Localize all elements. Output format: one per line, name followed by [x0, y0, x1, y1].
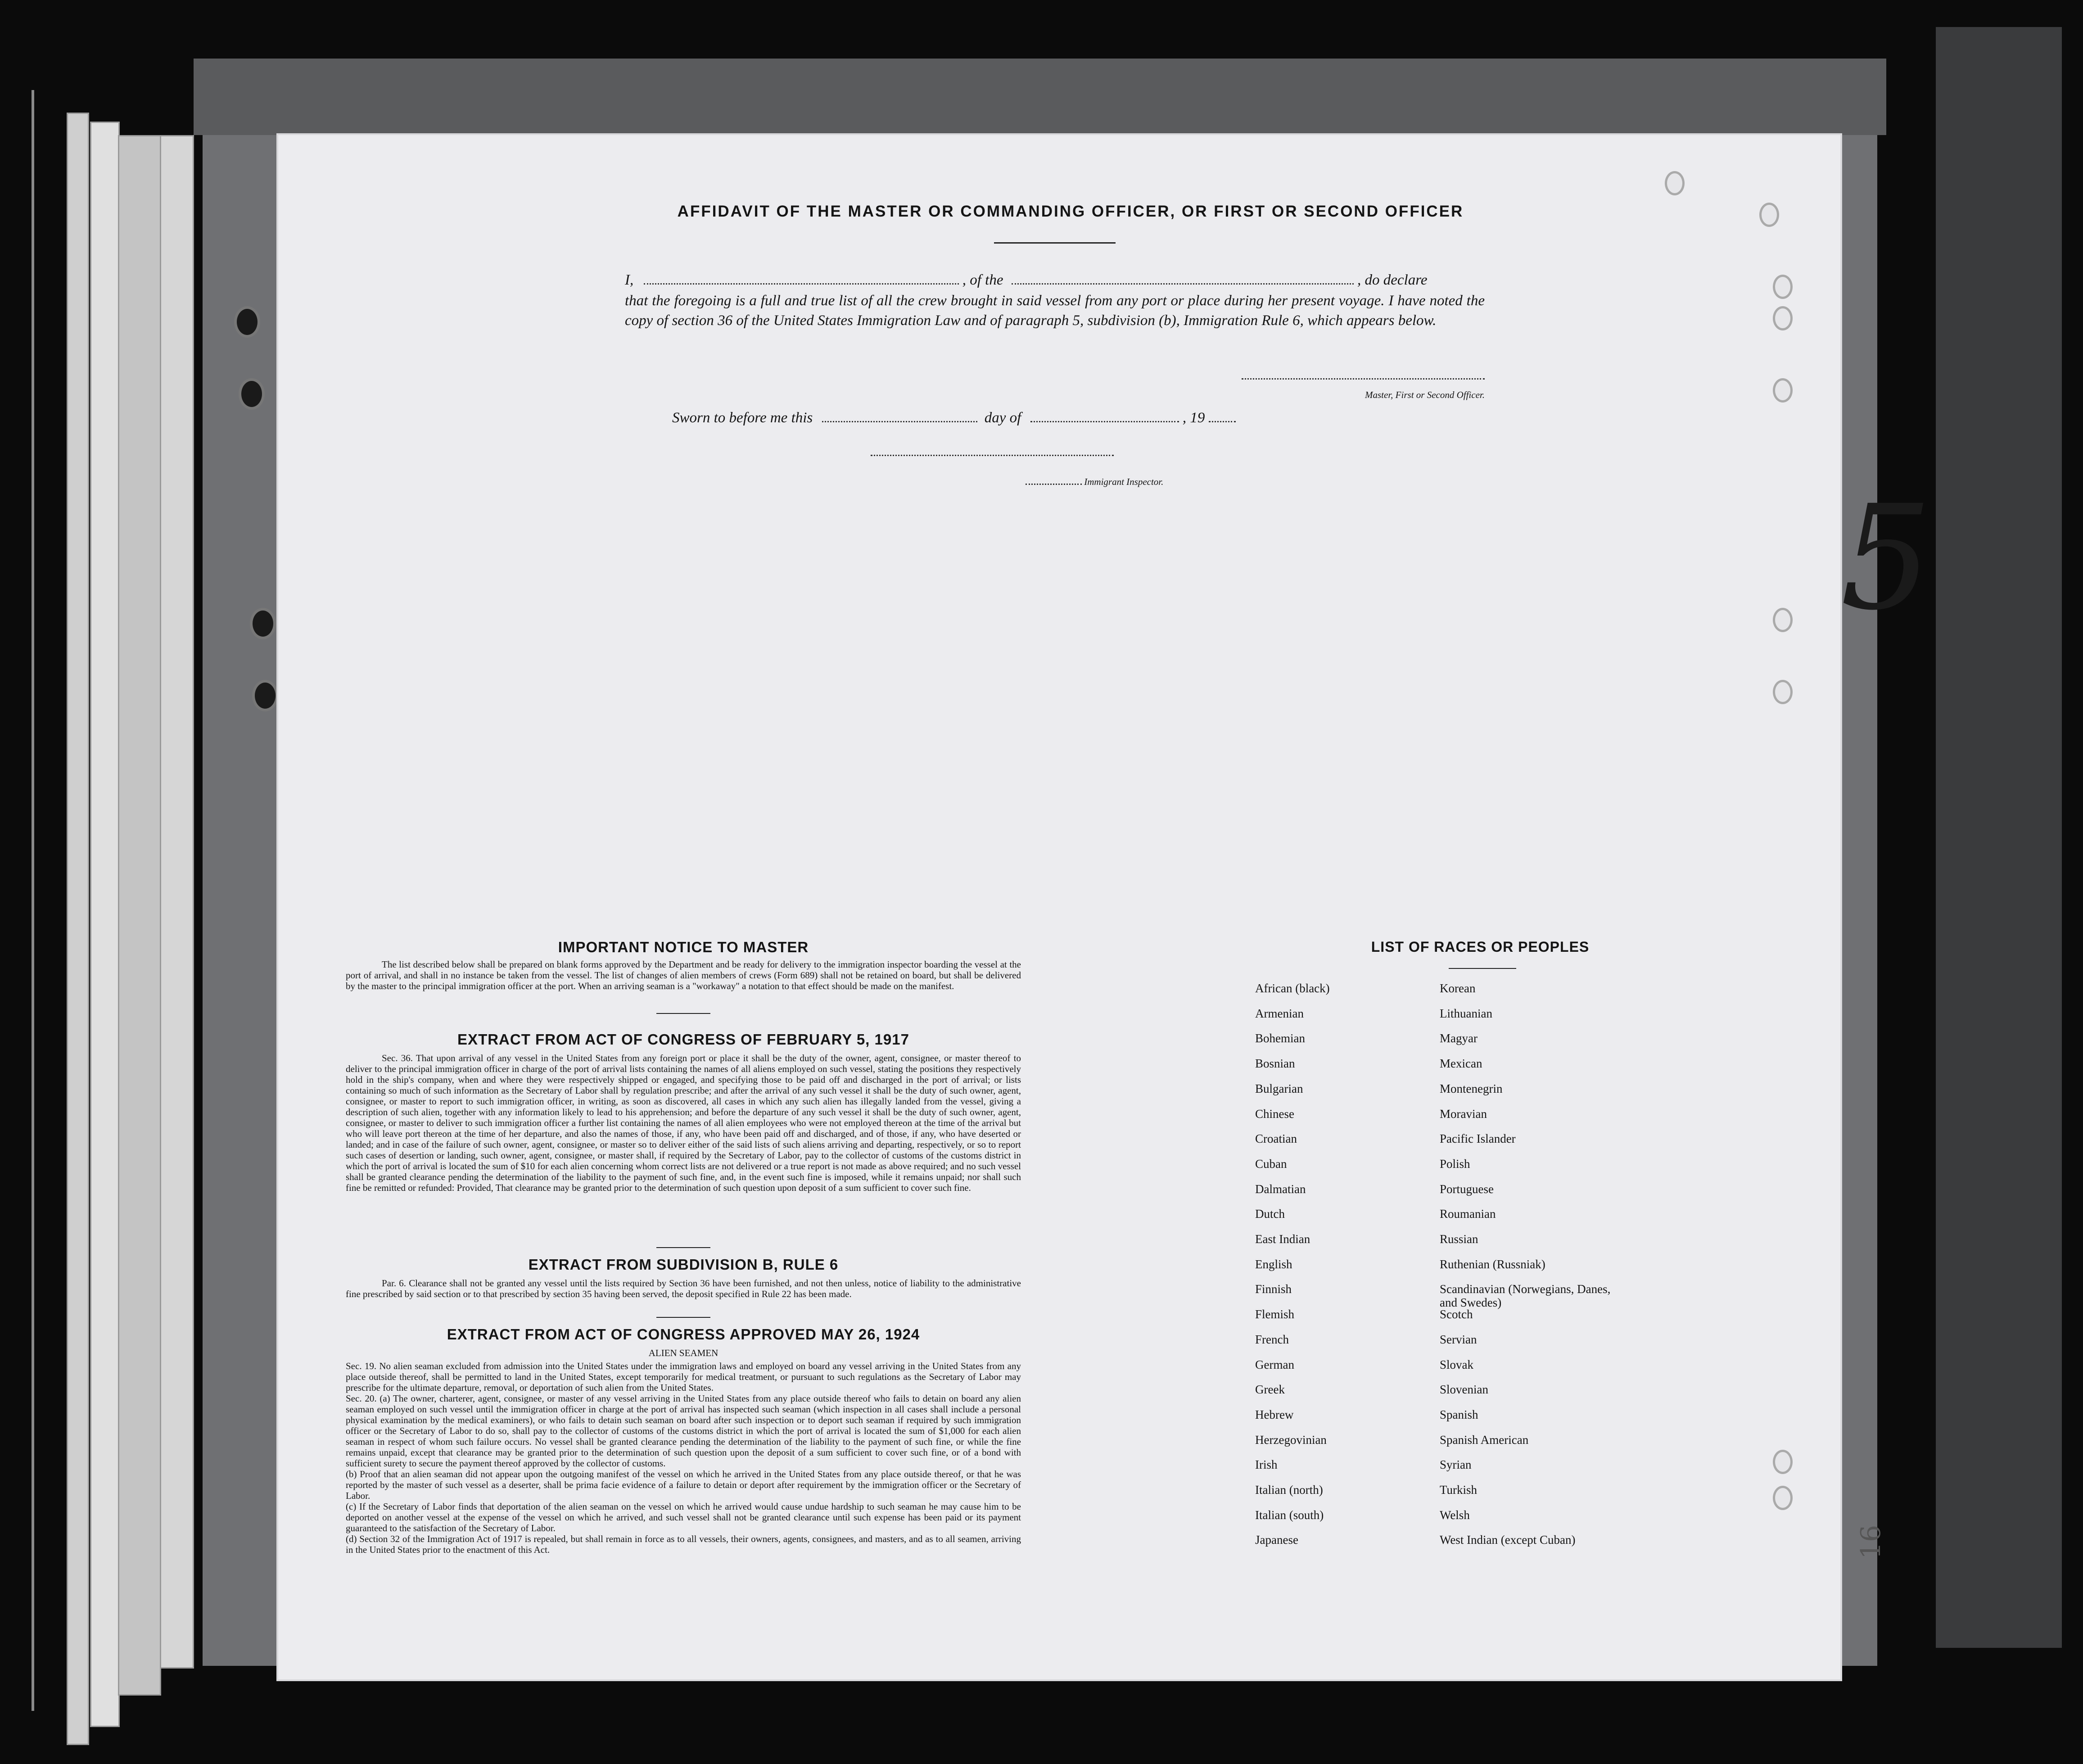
binder-strip-1 [67, 113, 89, 1745]
affidavit-i-label: I, [625, 272, 634, 288]
race-list-item: Moravian [1440, 1107, 1487, 1121]
race-list-item: Bosnian [1255, 1057, 1295, 1071]
extract-1924-text: Sec. 19. No alien seaman excluded from admission into the United States under the immigration laws and employed on board any vessel arriving in the United States from any place outside thereof, shall be permitted to land in the United States, except temporarily for medical treatment, or pursuant to such regulations as the Secretary of Labor may prescribe for the ultimate departure, removal, or deportation of such alien from the United States. Sec. 20. (a) The owner, charterer, agent, consignee, or master of any vessel arriving in the United States from any place outside thereof who fails to detain on board any alien seaman employed on such vessel until the immigration officer in charge at the port of arrival has inspected such seaman (which inspection in all cases shall include a personal physical examination by the medical examiners), or who fails to detain such seaman on board after such inspection or to deport such seaman if required by such immigration officer or the Secretary of Labor to do so, shall pay to the collector of customs of the customs district in which the port of arrival is located the sum of $1,000 for each alien seaman in respect of whom such failure occurs. No vessel shall be granted clearance pending the determination of the liability to the payment of such fine, or while the fine remains unpaid, except that clearance may be granted prior to the determination of such question upon the deposit of a sum sufficient to cover such fine, or of a bond with sufficient surety to secure the payment thereof approved by the collector of customs. (b) Proof that an alien seaman did not appear upon the outgoing manifest of the vessel on which he arrived in the United States from any place outside thereof, or that he was reported by the master of such vessel as a deserter, shall be prima facie evidence of a failure to detain or deport after requirement by the immigration officer or the Secretary of Labor. (c) If the Secretary of Labor finds that deportation of the alien seaman on the vessel on which he arrived would cause undue hardship to such seaman he may cause him to be deported on another vessel at the expense of the vessel on which he arrived, and such vessel shall not be granted clearance until such expense has been paid or its payment guaranteed to the satisfaction of the Secretary of Labor. (d) Section 32 of the Immigration Act of 1917 is repealed, but shall remain in force as to all vessels, their owners, agents, consignees, and masters, and as to all seamen, arriving in the United States prior to the enactment of this Act. [346, 1361, 1021, 1555]
race-list-item: Pacific Islander [1440, 1132, 1516, 1146]
manifest-page [278, 135, 1932, 1679]
race-list-item: German [1255, 1357, 1294, 1371]
race-list-item: Croatian [1255, 1132, 1297, 1146]
officer-signature-label: Master, First or Second Officer. [1365, 389, 1485, 400]
affidavit-of-the-label: , of the [962, 272, 1003, 288]
left-rule-line [32, 90, 34, 1711]
sworn-line [672, 410, 1347, 426]
affidavit-declare-label: , do declare [1357, 272, 1428, 288]
race-list-item: Finnish [1255, 1282, 1292, 1296]
affidavit-title-rule [994, 242, 1116, 244]
race-list-item: Welsh [1440, 1508, 1470, 1522]
extract-1924-subtitle: ALIEN SEAMEN [648, 1348, 718, 1358]
race-list-item: African (black) [1255, 982, 1330, 995]
inspector-label: Immigrant Inspector. [1084, 476, 1164, 487]
race-list-item: Greek [1255, 1383, 1285, 1397]
race-list-item: Servian [1440, 1332, 1477, 1346]
race-list-item: Japanese [1255, 1533, 1298, 1547]
binder-ring-icon [234, 306, 260, 338]
binder-strip-4 [160, 135, 194, 1669]
race-list-item: West Indian (except Cuban) [1440, 1533, 1576, 1547]
punch-hole-icon [1665, 171, 1685, 195]
punch-hole-icon [1773, 378, 1793, 403]
extract-rule6-text: Par. 6. Clearance shall not be granted any vessel until the lists required by Section 36 have been furnished, and not then unless, notice of liability to the administrative fine prescribed by said section or to that prescribed by section 35 having been served, the deposit specified in Rule 22 has been made. [346, 1278, 1021, 1299]
punch-hole-icon [1773, 608, 1793, 632]
race-list-item: Spanish [1440, 1407, 1478, 1421]
race-list-item: Mexican [1440, 1057, 1482, 1071]
binder-ring-icon [250, 608, 276, 639]
notice-title: IMPORTANT NOTICE TO MASTER [558, 939, 809, 955]
extract-rule6-rule [656, 1317, 710, 1318]
race-list-item: Bohemian [1255, 1031, 1305, 1045]
extract-1917-title: EXTRACT FROM ACT OF CONGRESS OF FEBRUARY 5, 1917 [457, 1031, 909, 1048]
punch-hole-icon [1773, 680, 1793, 704]
punch-hole-icon [1773, 275, 1793, 299]
race-list-item: Polish [1440, 1157, 1470, 1171]
binder-ring-icon [252, 680, 278, 711]
races-title: LIST OF RACES OR PEOPLES [1371, 939, 1590, 955]
notice-text: The list described below shall be prepared on blank forms approved by the Department and be ready for delivery to the immigration inspector boarding the vessel at the port of arrival, and shall in no instance be taken from the vessel. The list of changes of alien members of crews (Form 689) shall not be retained on board, but shall be delivered by the master to the principal immigration officer at the port. When an arriving seaman is a "workaway" a notation to that effect should be made on the manifest. [346, 959, 1021, 991]
race-list-item: East Indian [1255, 1232, 1310, 1246]
race-list-item: French [1255, 1332, 1289, 1346]
race-list-item: Italian (south) [1255, 1508, 1324, 1522]
sworn-date-field[interactable] [822, 421, 977, 422]
race-list-item: Montenegrin [1440, 1081, 1503, 1095]
race-list-item: Portuguese [1440, 1182, 1494, 1196]
race-list-item: Scandinavian (Norwegians, Danes, and Swedes) [1440, 1282, 1611, 1310]
sworn-month-field[interactable] [1030, 421, 1179, 422]
handwritten-side-mark: 16 [1855, 1524, 1887, 1560]
race-list-item: Lithuanian [1440, 1006, 1492, 1020]
race-list-item: Scotch [1440, 1307, 1473, 1321]
race-list-item: Hebrew [1255, 1407, 1294, 1421]
race-list-item: Slovenian [1440, 1383, 1488, 1397]
affidavit-declaration-line [625, 270, 1485, 290]
race-list-item: Magyar [1440, 1031, 1478, 1045]
race-list-item: Italian (north) [1255, 1483, 1323, 1497]
top-backing-board [194, 59, 1886, 135]
extract-1917-text: Sec. 36. That upon arrival of any vessel in the United States from any foreign port or place it shall be the duty of the owner, agent, consignee, or master thereof to deliver to the principal immigration officer in charge of the port of arrival lists containing the names of all aliens employed on such vessel, stating the positions they respectively hold in the ship's company, when and where they were respectively shipped or engaged, and specifying those to be paid off and discharged in the port of arrival; or lists containing so much of such information as the Secretary of Labor shall by regulation prescribe; and after the arrival of any such vessel it shall be the duty of such owner, agent, consignee, or master to report to such immigration officer, in writing, as soon as discovered, all cases in which any such alien has illegally landed from the vessel, giving a description of such alien, together with any information likely to lead to his apprehension; and before the departure of any such vessel it shall be the duty of such owner, agent, consignee, or master to deliver to such immigration officer a further list containing the names of all alien employees who were not employed thereon at the time of the arrival but who will leave port thereon at the time of her departure, and also the names of those, if any, who have been paid off and discharged, and of those, if any, who have deserted or landed; and in case of the failure of such owner, agent, consignee, or master so to deliver either of the said lists of such aliens arriving and departing, respectively, or so to report such cases of desertion or landing, such owner, agent, consignee, or master shall, if required by the Secretary of Labor, pay to the collector of customs of the customs district in which the port of arrival is located the sum of $10 for each alien concerning whom correct lists are not delivered or a true report is not made as above required; and no such vessel shall be granted clearance pending the determination of the liability to the payment of such fine, and, in the event such fine is imposed, while it remains unpaid; nor shall such fine be remitted or refunded: Provided, That clearance may be granted prior to the determination of such question upon deposit of a sum sufficient to cover such fine. [346, 1053, 1021, 1193]
inspector-line [1026, 476, 1163, 488]
punch-hole-icon [1773, 1450, 1793, 1474]
race-list-item: Korean [1440, 982, 1476, 995]
sworn-prefix-label: Sworn to before me this [672, 410, 813, 426]
race-list-item: Russian [1440, 1232, 1478, 1246]
race-list-item: Roumanian [1440, 1207, 1496, 1221]
punch-hole-icon [1773, 1486, 1793, 1510]
race-list-item: Chinese [1255, 1107, 1294, 1121]
extract-1917-rule [656, 1247, 710, 1248]
sworn-year-label: , 19 [1182, 410, 1205, 426]
vessel-name-field[interactable] [1012, 283, 1354, 285]
extract-1924-title: EXTRACT FROM ACT OF CONGRESS APPROVED MAY 26, 1924 [447, 1326, 920, 1343]
race-list-item: Irish [1255, 1458, 1278, 1472]
binder-ring-icon [239, 378, 265, 410]
race-list-item: Bulgarian [1255, 1081, 1303, 1095]
race-list-item: Syrian [1440, 1458, 1472, 1472]
punch-hole-icon [1759, 203, 1779, 227]
race-list-item: Flemish [1255, 1307, 1295, 1321]
notice-rule [656, 1013, 710, 1014]
handwritten-number-mark: 5 [1840, 475, 1932, 642]
affidavit-title: AFFIDAVIT OF THE MASTER OR COMMANDING OFFICER, OR FIRST OR SECOND OFFICER [677, 203, 1464, 220]
race-list-item: English [1255, 1257, 1292, 1271]
race-list-item: Ruthenian (Russniak) [1440, 1257, 1545, 1271]
race-list-item: Dutch [1255, 1207, 1285, 1221]
race-list-item: Turkish [1440, 1483, 1478, 1497]
officer-signature-field[interactable] [1242, 378, 1485, 380]
inspector-signature-field[interactable] [871, 455, 1114, 456]
sworn-year-field[interactable] [1209, 421, 1236, 422]
race-list-item: Herzegovinian [1255, 1433, 1327, 1447]
race-list-item: Cuban [1255, 1157, 1287, 1171]
declarant-name-field[interactable] [644, 283, 959, 285]
right-binder-edge [1936, 27, 2062, 1648]
inspector-name-dots [1026, 484, 1082, 485]
binder-strip-2 [90, 122, 120, 1727]
race-list-item: Spanish American [1440, 1433, 1529, 1447]
race-list-item: Armenian [1255, 1006, 1304, 1020]
punch-hole-icon [1773, 306, 1793, 330]
affidavit-body: that the foregoing is a full and true list of all the crew brought in said vessel from any port or place during her present voyage. I have noted the copy of section 36 of the United States Immigration Law and of paragraph 5, subdivision (b), Immigration Rule 6, which appears below. [625, 293, 1485, 329]
extract-rule6-title: EXTRACT FROM SUBDIVISION B, RULE 6 [528, 1256, 839, 1273]
binder-strip-3 [118, 135, 161, 1696]
sworn-day-of-label: day of [984, 410, 1021, 426]
race-list-item: Slovak [1440, 1357, 1474, 1371]
race-list-item: Dalmatian [1255, 1182, 1306, 1196]
races-title-rule [1449, 968, 1516, 969]
